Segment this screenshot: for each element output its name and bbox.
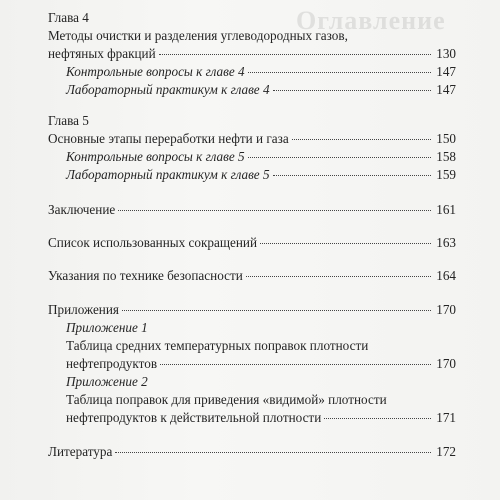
dot-leader bbox=[273, 175, 431, 176]
toc-entry-chapter4-lab[interactable] bbox=[66, 81, 456, 99]
chapter4-title-line1: Методы очистки и разделения углеводородных газов, bbox=[48, 28, 348, 43]
dot-leader bbox=[122, 310, 431, 311]
toc-entry-label: нефтепродуктов к действительной плотности bbox=[66, 410, 322, 425]
dot-leader bbox=[160, 364, 431, 365]
toc-entry-appendix2[interactable] bbox=[66, 409, 456, 427]
toc-entry-label: Указания по технике безопасности bbox=[48, 268, 243, 283]
toc-entry-label: нефтепродуктов bbox=[66, 356, 158, 371]
toc-entry-appendix1[interactable] bbox=[66, 355, 456, 373]
toc-entry-label: Литература bbox=[48, 444, 113, 459]
dot-leader bbox=[246, 276, 431, 277]
toc-entry-label: Контрольные вопросы к главе 4 bbox=[66, 64, 245, 79]
toc-entry-label: Приложения bbox=[48, 302, 119, 317]
toc-entry-page: 172 bbox=[436, 444, 456, 459]
toc-entry-label: Контрольные вопросы к главе 5 bbox=[66, 149, 245, 164]
toc-entry-page: 161 bbox=[436, 202, 456, 217]
toc-entry-chapter5-lab[interactable] bbox=[66, 166, 456, 184]
dot-leader bbox=[159, 54, 431, 55]
toc-entry-abbreviations[interactable] bbox=[48, 234, 456, 252]
appendix1-heading: Приложение 1 bbox=[66, 320, 148, 335]
toc-entry-page: 150 bbox=[436, 131, 456, 146]
dot-leader bbox=[248, 72, 431, 73]
toc-entry-chapter4-questions[interactable] bbox=[66, 63, 456, 81]
toc-entry-chapter4[interactable] bbox=[48, 45, 456, 63]
dot-leader bbox=[324, 418, 431, 419]
toc-entry-page: 164 bbox=[436, 268, 456, 283]
toc-entry-page: 171 bbox=[436, 410, 456, 425]
toc-entry-chapter5[interactable] bbox=[48, 130, 456, 148]
toc-entry-page: 147 bbox=[436, 64, 456, 79]
toc-entry-label: Список использованных сокращений bbox=[48, 235, 258, 250]
dot-leader bbox=[248, 157, 431, 158]
toc-entry-page: 147 bbox=[436, 82, 456, 97]
toc-entry-chapter5-questions[interactable] bbox=[66, 148, 456, 166]
toc-entry-page: 130 bbox=[436, 46, 456, 61]
toc-entry-appendices[interactable] bbox=[48, 301, 456, 319]
toc-entry-conclusion[interactable] bbox=[48, 201, 456, 219]
dot-leader bbox=[115, 452, 431, 453]
toc-entry-label: Лабораторный практикум к главе 4 bbox=[66, 82, 270, 97]
chapter4-heading: Глава 4 bbox=[48, 10, 89, 25]
toc-entry-safety[interactable] bbox=[48, 267, 456, 285]
toc-entry-label: Лабораторный практикум к главе 5 bbox=[66, 167, 270, 182]
toc-entry-literature[interactable] bbox=[48, 443, 456, 461]
toc-entry-page: 170 bbox=[436, 356, 456, 371]
appendix2-title-line1: Таблица поправок для приведения «видимой» плотности bbox=[66, 392, 387, 407]
toc-entry-page: 163 bbox=[436, 235, 456, 250]
dot-leader bbox=[118, 210, 431, 211]
toc-entry-page: 170 bbox=[436, 302, 456, 317]
appendix2-heading: Приложение 2 bbox=[66, 374, 148, 389]
toc-entry-page: 158 bbox=[436, 149, 456, 164]
dot-leader bbox=[260, 243, 431, 244]
chapter5-heading: Глава 5 bbox=[48, 113, 89, 128]
appendix1-title-line1: Таблица средних температурных поправок плотности bbox=[66, 338, 369, 353]
dot-leader bbox=[273, 90, 431, 91]
toc-entry-page: 159 bbox=[436, 167, 456, 182]
toc-entry-label: Основные этапы переработки нефти и газа bbox=[48, 131, 289, 146]
bleed-through-title: Оглавление bbox=[296, 6, 446, 35]
toc-entry-label: нефтяных фракций bbox=[48, 46, 156, 61]
dot-leader bbox=[292, 139, 431, 140]
toc-entry-label: Заключение bbox=[48, 202, 116, 217]
